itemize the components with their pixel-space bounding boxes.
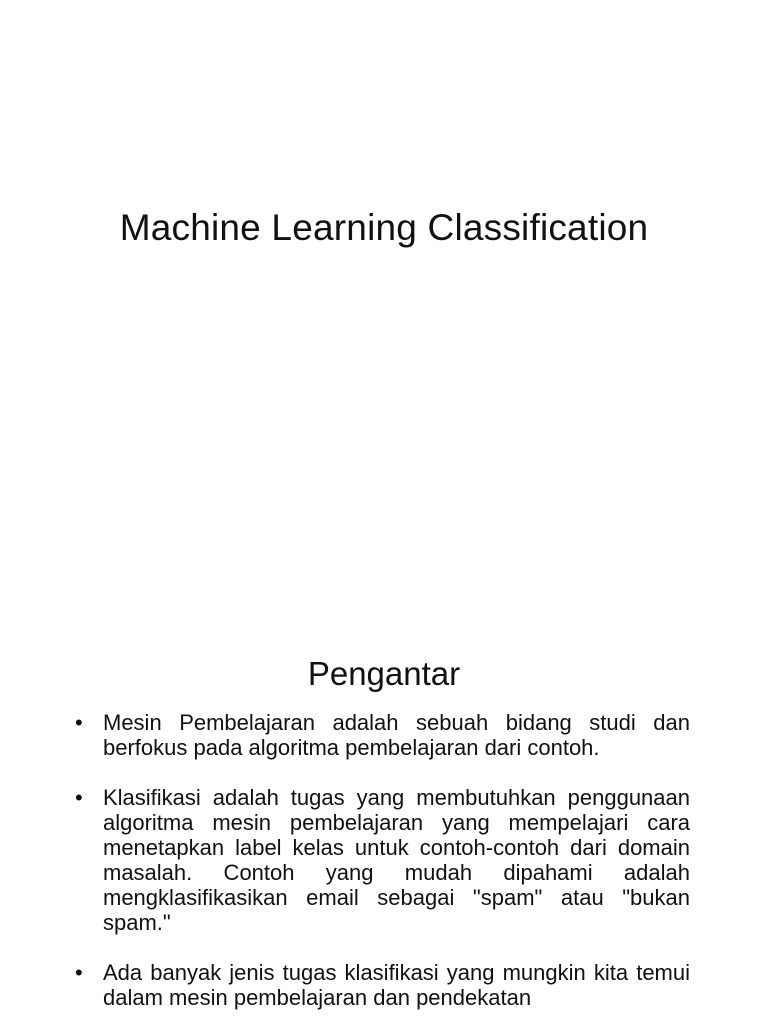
bullet-text: Mesin Pembelajaran adalah sebuah bidang studi dan berfokus pada algoritma pembelajaran dari contoh.	[103, 710, 690, 760]
bullet-marker: •	[75, 785, 83, 810]
bullet-item	[75, 710, 690, 760]
bullet-item	[75, 960, 690, 1010]
bullet-item	[75, 785, 690, 935]
bullet-text: Ada banyak jenis tugas klasifikasi yang mungkin kita temui dalam mesin pembelajaran dan pendekatan	[103, 960, 690, 1010]
slide-title: Machine Learning Classification	[119, 207, 649, 248]
bullet-marker: •	[75, 960, 83, 985]
section-title: Pengantar	[307, 655, 461, 692]
bullet-text: Klasifikasi adalah tugas yang membutuhkan penggunaan algoritma mesin pembelajaran yang mempelajari cara menetapkan label kelas untuk contoh-contoh dari domain masalah. Contoh yang mudah dipahami adalah mengklasifikasikan email sebagai "spam" atau "bukan spam."	[103, 785, 690, 935]
bullet-list	[75, 710, 690, 1024]
bullet-marker: •	[75, 710, 83, 735]
